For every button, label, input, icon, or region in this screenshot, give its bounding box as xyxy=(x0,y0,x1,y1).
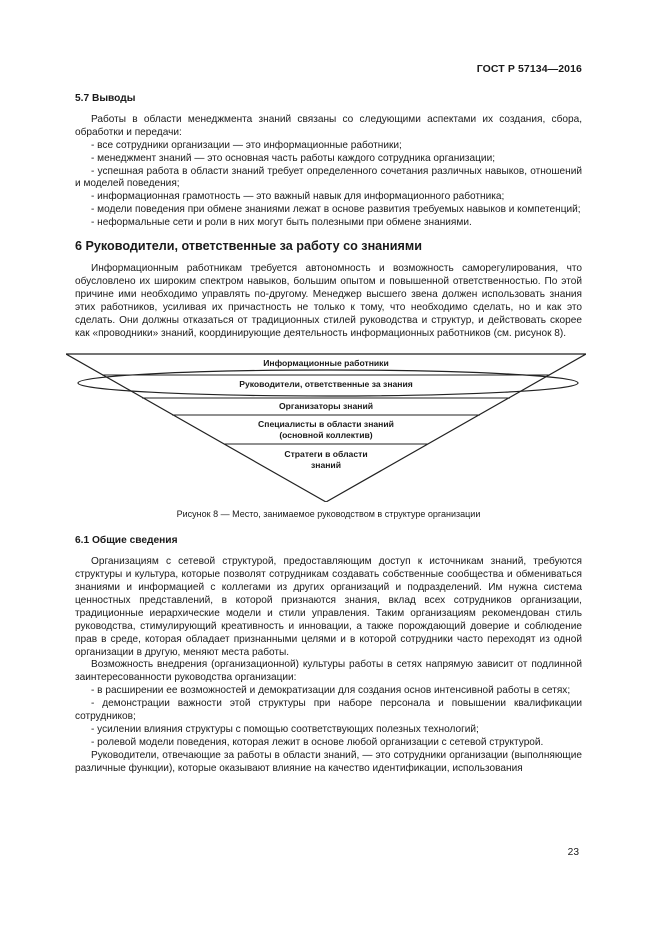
section-6-title: 6 Руководители, ответственные за работу со знаниями xyxy=(75,239,422,254)
figure-caption: Рисунок 8 — Место, занимаемое руководством в структуре организации xyxy=(176,509,481,520)
list-item: - неформальные сети и роли в них могут быть полезными при обмене знаниями. xyxy=(91,217,472,229)
list-item: - успешная работа в области знаний требует определенного сочетания различных навыков, отношений и моделей поведения; xyxy=(75,165,582,190)
level-label: Организаторы знаний xyxy=(278,401,374,412)
figure-8 xyxy=(75,352,582,502)
level-label: Руководители, ответственные за знания xyxy=(239,379,413,390)
list-item: - менеджмент знаний — это основная часть работы каждого сотрудника организации; xyxy=(91,152,496,164)
section-6-1-paragraph-2: Возможность внедрения (организационной) культуры работы в сетях напрямую зависит от подлинной заинтересованности руководства организации: xyxy=(75,659,582,684)
list-item: - ролевой модели поведения, которая лежит в основе любой организации с сетевой структурой. xyxy=(91,736,544,748)
page-content xyxy=(75,93,582,776)
section-5-7-title: 5.7 Выводы xyxy=(75,93,136,104)
pyramid-diagram xyxy=(66,352,586,502)
section-6-1-title: 6.1 Общие сведения xyxy=(75,535,178,547)
section-6-1-paragraph-1: Организациям с сетевой структурой, предоставляющим доступ к источникам знаний, требуются структуры и культура, которые позволят сотрудникам создавать собственные сообщества и обмениваться знаниями и информацией с коллегами из других организаций и подразделений. Им нужна система ценностных представлений, в которой признаются знания, вклад всех сотрудников организации, традиционные иерархические модели и стили управления. Таким организациям рекомендован стиль руководства, стимулирующий креативность и инновации, а также порождающий доверие и соблюдение прав в среде, которая обладает признанными целями и в которой сотрудники часто переходят из одной организации в другую, меняют места работы. xyxy=(75,556,582,658)
document-id: ГОСТ Р 57134—2016 xyxy=(476,63,582,75)
list-item: - модели поведения при обмене знаниями лежат в основе развития требуемых навыков и компетенций; xyxy=(91,204,581,216)
list-item: - демонстрации важности этой структуры при наборе персонала и повышении квалификации сотрудников; xyxy=(75,698,582,723)
list-item: - в расширении ее возможностей и демократизации для создания основ интенсивной работы в сетях; xyxy=(91,685,571,697)
list-item: - информационная грамотность — это важный навык для информационного работника; xyxy=(91,191,505,203)
level-label: Стратеги в области xyxy=(284,449,368,460)
list-item: - все сотрудники организации — это информационные работники; xyxy=(91,139,402,151)
page-number: 23 xyxy=(567,847,579,858)
section-5-7-intro: Работы в области менеджмента знаний связаны со следующими аспектами их создания, сбора, обработки и передачи: xyxy=(75,113,582,138)
section-6-1-paragraph-3: Руководители, отвечающие за работы в области знаний, — это сотрудники организации (выполняющие различные функции), которые оказывают влияние на качество идентификации, использования xyxy=(75,749,582,774)
level-label: знаний xyxy=(311,460,341,471)
list-item: - усилении влияния структуры с помощью соответствующих полезных технологий; xyxy=(91,724,479,735)
section-6-paragraph: Информационным работникам требуется автономность и возможность саморегулирования, что обусловлено их широким спектром навыков, большим опытом и повышенной ответственностью. По этой причине ими необходимо управлять по-другому. Менеджер высшего звена должен использовать знания этих работников, усиливая их причастность не только к тому, что необходимо сделать, но и как это сделать. Они должны отказаться от традиционных стилей руководства и структур, и действовать скорее как «проводники» знаний, координирующие деятельность информационных работников (см. рисунок 8). xyxy=(75,262,582,339)
level-label: Специалисты в области знаний xyxy=(258,419,394,430)
level-label: (основной коллектив) xyxy=(279,430,373,441)
level-label: Информационные работники xyxy=(263,358,389,369)
